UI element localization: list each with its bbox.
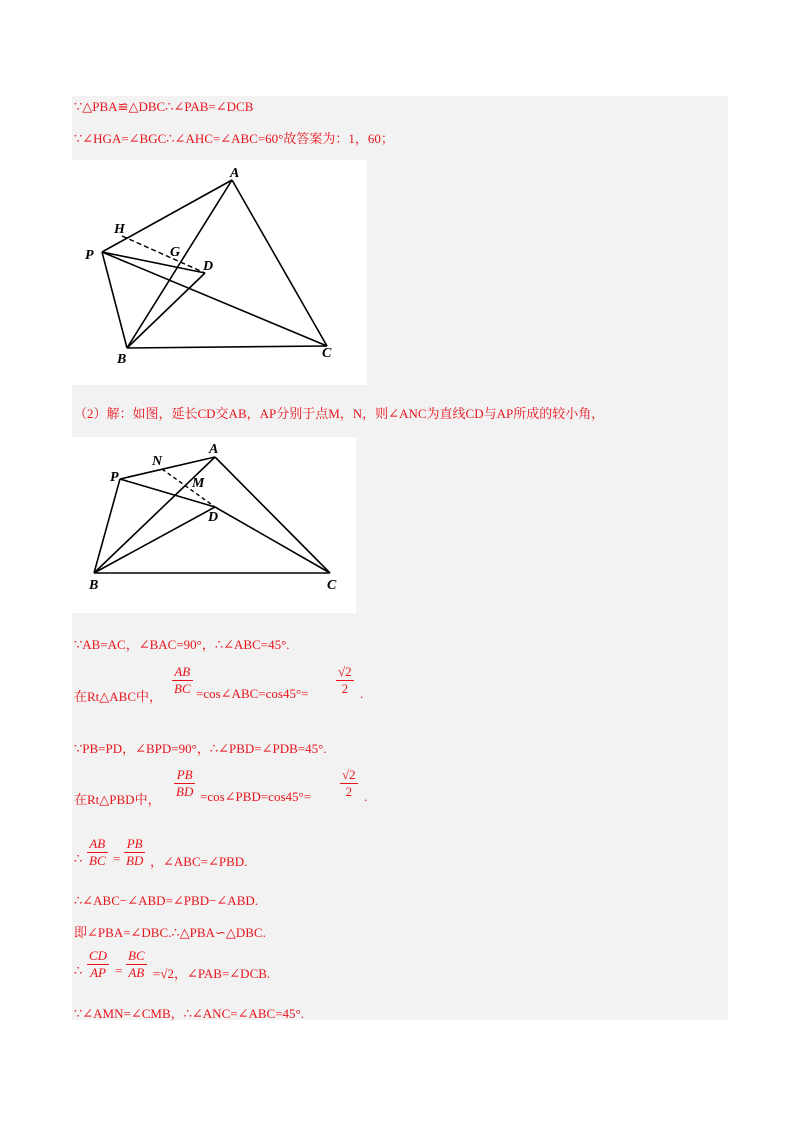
text-line-8-equals: = <box>113 851 121 866</box>
fraction-ab-bc: $\frac{AB}{BC}$ <box>174 664 191 696</box>
label-C: C <box>327 578 337 593</box>
fraction-pb-bd: $\frac{PB}{BD}$ <box>176 767 194 799</box>
text-line-11-equals: = <box>115 963 123 978</box>
text-line-5-prefix: 在Rt△ABC中， <box>74 689 163 704</box>
text-line-11-end: =√2，∠PAB=∠DCB. <box>153 966 271 981</box>
text-line-8-prefix: ∴ <box>74 851 83 866</box>
label-P: P <box>85 248 94 263</box>
text-line-5-end: . <box>360 686 364 701</box>
figure-1-diagram <box>72 160 367 385</box>
label-N: N <box>152 454 163 469</box>
fraction-sqrt2-over-2: $\frac{√2}{2}$ <box>338 664 352 696</box>
label-A: A <box>209 442 219 457</box>
label-B: B <box>117 352 127 367</box>
text-line-11-prefix: ∴ <box>74 963 83 978</box>
label-A: A <box>230 166 240 181</box>
label-H: H <box>114 222 125 237</box>
text-line-12: ∵∠AMN=∠CMB，∴∠ANC=∠ABC=45°. <box>74 1006 304 1021</box>
text-line-3: （2）解：如图，延长CD交AB，AP分别于点M，N，则∠ANC为直线CD与AP所成的较小角， <box>74 406 605 421</box>
text-line-8-end: ，∠ABC=∠PBD. <box>150 854 248 869</box>
text-line-10: 即∠PBA=∠DBC.∴△PBA∽△DBC. <box>74 925 266 940</box>
label-P: P <box>110 470 119 485</box>
text-line-7-middle: =cos∠PBD=cos45°= <box>200 789 312 804</box>
label-C: C <box>322 346 332 361</box>
figure-1 <box>72 160 367 385</box>
label-M: M <box>192 476 205 491</box>
text-line-9: ∴∠ABC−∠ABD=∠PBD−∠ABD. <box>74 893 258 908</box>
figure-2 <box>72 437 356 613</box>
text-line-7-end: . <box>364 789 368 804</box>
fraction-bc-ab: $\frac{BC}{AB}$ <box>128 948 145 980</box>
label-G: G <box>170 245 181 260</box>
fraction-cd-ap: $\frac{CD}{AP}$ <box>89 948 108 980</box>
text-line-5-middle: =cos∠ABC=cos45°= <box>196 686 309 701</box>
label-B: B <box>89 578 99 593</box>
text-line-4: ∵AB=AC，∠BAC=90°，∴∠ABC=45°. <box>74 637 290 652</box>
label-D: D <box>208 510 219 525</box>
text-line-2: ∵∠HGA=∠BGC∴∠AHC=∠ABC=60°故答案为：1，60； <box>74 131 394 146</box>
fraction-sqrt2-over-2-b: $\frac{√2}{2}$ <box>342 767 356 799</box>
text-line-7-prefix: 在Rt△PBD中， <box>74 792 161 807</box>
fraction-pb-bd-b: $\frac{PB}{BD}$ <box>126 836 144 868</box>
fraction-ab-bc-b: $\frac{AB}{BC}$ <box>89 836 106 868</box>
text-line-1: ∵△PBA≌△DBC∴∠PAB=∠DCB <box>74 99 254 114</box>
figure-2-diagram <box>72 437 356 613</box>
text-line-6: ∵PB=PD，∠BPD=90°，∴∠PBD=∠PDB=45°. <box>74 741 327 756</box>
label-D: D <box>203 259 214 274</box>
